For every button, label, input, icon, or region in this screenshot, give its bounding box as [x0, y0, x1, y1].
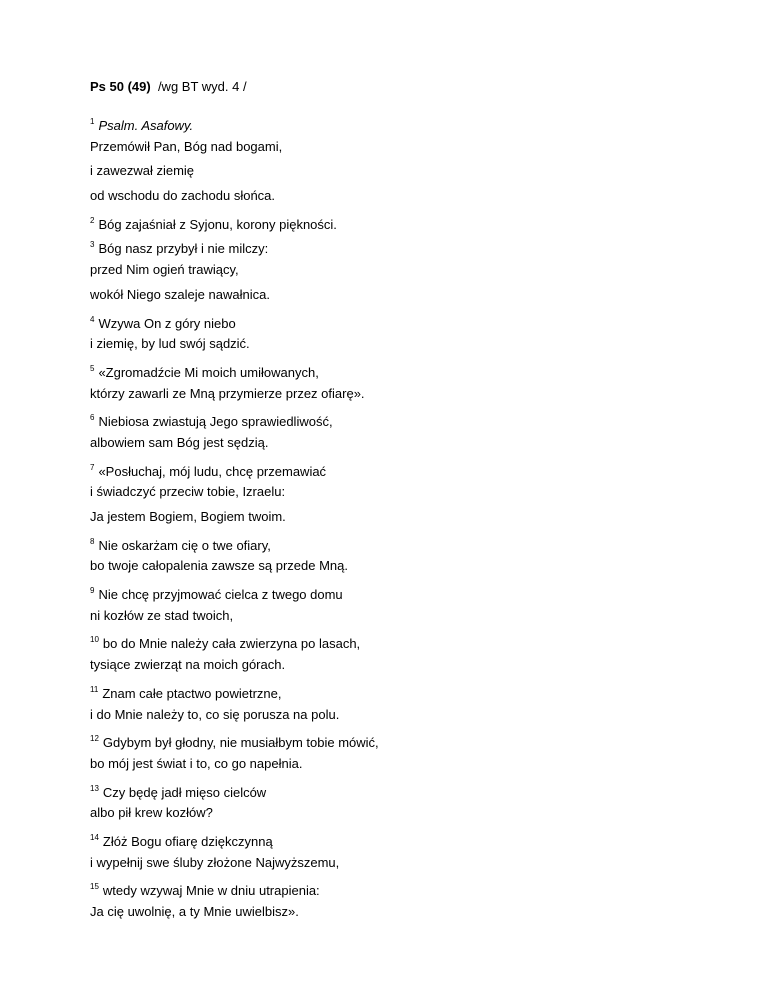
- line-text: i świadczyć przeciw tobie, Izraelu:: [90, 484, 286, 500]
- line-text: tysiące zwierząt na moich górach.: [90, 657, 286, 673]
- line-text: od wschodu do zachodu słońca.: [90, 188, 276, 204]
- psalm-line: [90, 335, 730, 360]
- psalm-line: [90, 557, 730, 582]
- psalm-line: [90, 459, 730, 484]
- psalm-line: [90, 434, 730, 459]
- line-text: i ziemię, by lud swój sądzić.: [90, 336, 250, 352]
- line-text: Bóg zajaśniał z Syjonu, korony piękności.: [98, 216, 337, 232]
- line-text: przed Nim ogień trawiący,: [90, 262, 239, 278]
- line-text: «Zgromadźcie Mi moich umiłowanych,: [98, 364, 319, 380]
- line-text: Ja cię uwolnię, a ty Mnie uwielbisz».: [90, 904, 299, 919]
- line-text: Złóż Bogu ofiarę dziękczynną: [102, 833, 273, 849]
- line-text: Wzywa On z góry niebo: [98, 315, 236, 331]
- psalm-line: [90, 804, 730, 829]
- line-text: Psalm. Asafowy.: [98, 118, 194, 133]
- line-text: którzy zawarli ze Mną przymierze przez ofiarę».: [90, 385, 365, 401]
- psalm-line: [90, 360, 730, 385]
- line-text: Gdybym był głodny, nie musiałbym tobie mówić,: [102, 735, 379, 751]
- psalm-line: [90, 483, 730, 508]
- psalm-line: [90, 607, 730, 632]
- verse-number: 12: [90, 734, 99, 744]
- psalm-line: [90, 903, 730, 928]
- verse-number: 4: [90, 314, 95, 324]
- verse-number: 3: [90, 240, 95, 250]
- verse-number: 1: [90, 117, 95, 126]
- verse-number: 8: [90, 536, 95, 546]
- psalm-line: [90, 878, 730, 903]
- line-text: albowiem sam Bóg jest sędzią.: [90, 434, 269, 450]
- line-text: Przemówił Pan, Bóg nad bogami,: [90, 138, 283, 154]
- psalm-line: [90, 730, 730, 755]
- psalm-line: [90, 385, 730, 410]
- line-text: Czy będę jadł mięso cielców: [102, 784, 267, 800]
- verse-number: 2: [90, 215, 95, 225]
- psalm-line: [90, 533, 730, 558]
- psalm-line: [90, 187, 730, 212]
- verse-number: 7: [90, 462, 95, 472]
- psalm-line: [90, 162, 730, 187]
- psalm-line: [90, 780, 730, 805]
- psalm-line: [90, 854, 730, 879]
- heading-title: Ps 50 (49): [90, 79, 151, 94]
- line-text: i zawezwał ziemię: [90, 163, 195, 179]
- psalm-line: [90, 409, 730, 434]
- line-text: i do Mnie należy to, co się porusza na polu.: [90, 706, 340, 722]
- document-heading: [90, 78, 730, 96]
- psalm-line: [90, 236, 730, 261]
- verse-number: 5: [90, 363, 95, 373]
- psalm-text: [90, 113, 730, 928]
- psalm-line: [90, 829, 730, 854]
- heading-source: /wg BT wyd. 4 /: [157, 79, 247, 94]
- line-text: Ja jestem Bogiem, Bogiem twoim.: [90, 509, 286, 524]
- line-text: Nie chcę przyjmować cielca z twego domu: [98, 587, 343, 603]
- verse-number: 15: [90, 882, 99, 892]
- verse-number: 13: [90, 783, 99, 793]
- line-text: Niebiosa zwiastują Jego sprawiedliwość,: [98, 414, 333, 430]
- psalm-line: [90, 582, 730, 607]
- line-text: wokół Niego szaleje nawałnica.: [90, 286, 270, 302]
- line-text: Nie oskarżam cię o twe ofiary,: [98, 537, 271, 553]
- line-text: wtedy wzywaj Mnie w dniu utrapienia:: [102, 883, 320, 899]
- psalm-line: [90, 212, 730, 237]
- line-text: bo mój jest świat i to, co go napełnia.: [90, 755, 303, 771]
- line-text: albo pił krew kozłów?: [90, 805, 213, 821]
- line-text: Bóg nasz przybył i nie milczy:: [98, 241, 269, 257]
- psalm-line: [90, 706, 730, 731]
- document-page: [90, 78, 730, 928]
- psalm-line: [90, 286, 730, 311]
- verse-number: 9: [90, 586, 95, 596]
- line-text: bo do Mnie należy cała zwierzyna po lasach,: [102, 636, 361, 652]
- verse-number: 11: [90, 684, 99, 694]
- psalm-line: [90, 681, 730, 706]
- line-text: «Posłuchaj, mój ludu, chcę przemawiać: [98, 463, 327, 479]
- line-text: i wypełnij swe śluby złożone Najwyższemu,: [90, 854, 340, 870]
- psalm-line: [90, 261, 730, 286]
- line-text: Znam całe ptactwo powietrzne,: [102, 685, 282, 701]
- psalm-line: [90, 113, 730, 138]
- verse-number: 6: [90, 413, 95, 423]
- verse-number: 14: [90, 832, 99, 842]
- line-text: bo twoje całopalenia zawsze są przede Mną.: [90, 558, 348, 574]
- psalm-line: [90, 508, 730, 533]
- line-text: ni kozłów ze stad twoich,: [90, 607, 234, 623]
- psalm-line: [90, 311, 730, 336]
- verse-number: 10: [90, 635, 99, 645]
- psalm-line: [90, 138, 730, 163]
- psalm-line: [90, 755, 730, 780]
- psalm-line: [90, 656, 730, 681]
- psalm-line: [90, 631, 730, 656]
